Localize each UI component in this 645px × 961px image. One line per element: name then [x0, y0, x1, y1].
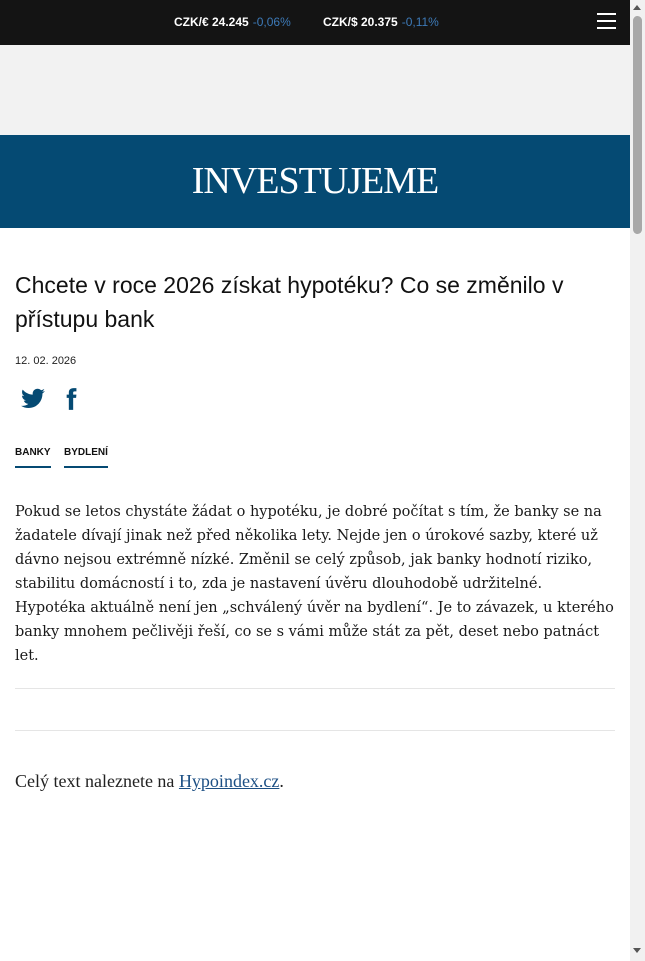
facebook-icon[interactable]: [58, 386, 84, 412]
article-date: 12. 02. 2026: [15, 355, 77, 367]
source-prefix: Celý text naleznete na: [15, 771, 175, 791]
usd-rate-label: CZK/$ 20.375: [323, 15, 398, 29]
source-link[interactable]: Hypoindex.cz: [178, 771, 280, 791]
scroll-thumb[interactable]: [633, 16, 642, 234]
source-note: [15, 771, 284, 792]
tag-banky[interactable]: BANKY: [15, 447, 51, 468]
eur-rate-label: CZK/€ 24.245: [174, 15, 249, 29]
tag-bydleni[interactable]: BYDLENÍ: [64, 447, 108, 468]
top-bar: [0, 0, 630, 45]
page-scrollbar[interactable]: [630, 0, 645, 961]
eur-rate: [174, 15, 291, 29]
article-title: Chcete v roce 2026 získat hypotéku? Co se změnilo v přístupu bank: [15, 272, 564, 332]
divider: [15, 730, 615, 731]
ad-placeholder: [0, 45, 630, 135]
eur-rate-change: -0,06%: [252, 15, 291, 29]
divider: [15, 688, 615, 689]
brand-banner: [0, 135, 630, 228]
usd-rate-change: -0,11%: [401, 15, 439, 29]
scroll-up-icon[interactable]: [633, 5, 641, 10]
usd-rate: [323, 15, 439, 29]
twitter-icon[interactable]: [20, 386, 46, 412]
article-lead: Pokud se letos chystáte žádat o hypotéku, je dobré počítat s tím, že banky se na žadatele dívají jinak než před několika lety. Nejde jen o úrokové sazby, které už dávno nejsou extrémně nízké. Změnil se celý způsob, jak banky hodnotí riziko, stabilitu domácností i to, zda je nastavení úvěru dlouhodobě udržitelné. Hypotéka aktuálně není jen „schválený úvěr na bydlení“. Je to závazek, u kterého banky mnohem pečlivěji řeší, co se s vámi může stát za pět, deset nebo patnáct let.: [15, 504, 614, 664]
source-suffix: .: [279, 771, 284, 791]
hamburger-menu-icon[interactable]: [597, 13, 616, 31]
site-logo[interactable]: INVESTUJEME: [191, 160, 439, 202]
scroll-down-icon[interactable]: [633, 948, 641, 953]
